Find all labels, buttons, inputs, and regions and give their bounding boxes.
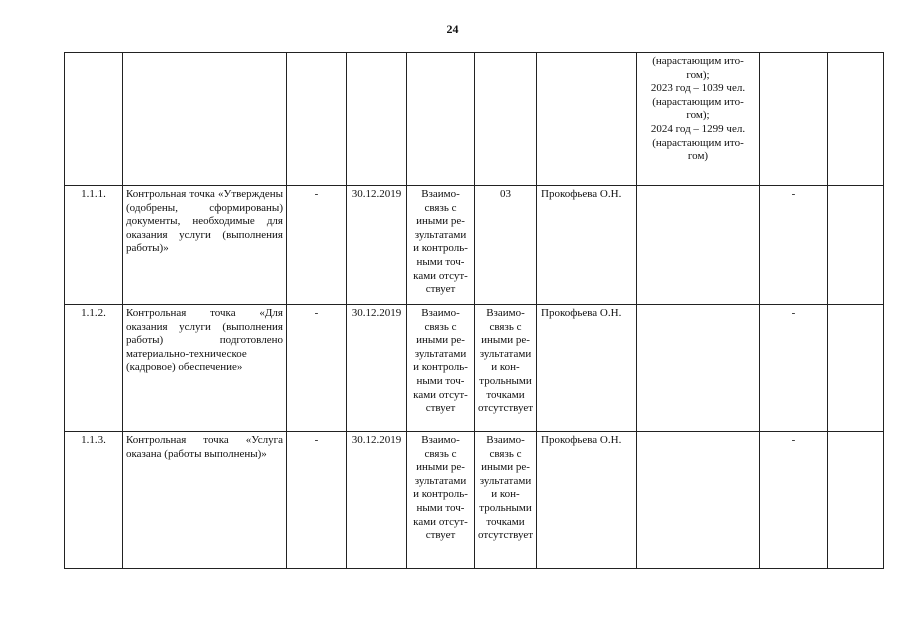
- relation-line: и контроль-: [413, 361, 468, 374]
- control-points-table: [64, 52, 884, 569]
- relation-line: Взаимо-: [421, 188, 460, 200]
- relation-line: отсутствует: [477, 529, 534, 542]
- cell-last: [828, 186, 884, 305]
- cell-dash: -: [760, 305, 828, 432]
- cell-description: Контрольная точка «Для оказания услуги (выполнения работы) подготовлено материально-техническое (кадровое) обеспечение»: [123, 305, 287, 432]
- relation-line: ными точ-: [416, 255, 465, 268]
- cell-date: [347, 53, 407, 186]
- cell-last: [828, 53, 884, 186]
- cell-mark: -: [287, 186, 347, 305]
- relation-line: иными ре-: [416, 334, 465, 347]
- cell-dash: -: [760, 432, 828, 569]
- relation-line: связь с: [424, 320, 457, 333]
- relation-line: трольными: [479, 374, 532, 387]
- relation-line: связь с: [424, 447, 457, 460]
- cell-description: Контрольная точка «Утверждены (одобрены, сформированы) документы, необходимые для оказания услуги (выполнения работы)»: [123, 186, 287, 305]
- cell-number: 1.1.1.: [65, 186, 123, 305]
- note-line: (нарастающим ито-: [652, 95, 744, 108]
- cell-last: [828, 305, 884, 432]
- table-row: [65, 53, 884, 186]
- note-line: гом);: [686, 68, 710, 81]
- relation-line: и кон-: [491, 488, 520, 501]
- relation-line: зультатами: [479, 347, 532, 360]
- relation-line: и контроль-: [413, 488, 468, 501]
- cell-mark: -: [287, 432, 347, 569]
- cell-relation-1: [407, 432, 475, 569]
- cell-relation-2: [475, 186, 537, 305]
- cell-indicator-note: [637, 432, 760, 569]
- relation-line: иными ре-: [416, 215, 465, 228]
- relation-line: и кон-: [491, 361, 520, 374]
- note-line: гом): [687, 150, 709, 163]
- note-line: (нарастающим ито-: [652, 55, 744, 67]
- relation-line: точками: [486, 515, 525, 528]
- cell-mark: -: [287, 305, 347, 432]
- cell-responsible: Прокофьева О.Н.: [537, 305, 637, 432]
- relation-line: ствует: [425, 402, 456, 415]
- page-number: 24: [446, 22, 459, 36]
- cell-mark: [287, 53, 347, 186]
- relation-line: связь с: [489, 320, 522, 333]
- relation-line: отсутствует: [477, 402, 534, 415]
- relation-line: связь с: [424, 201, 457, 214]
- relation-line: зультатами: [414, 474, 467, 487]
- cell-number: 1.1.3.: [65, 432, 123, 569]
- cell-relation-1: [407, 186, 475, 305]
- cell-last: [828, 432, 884, 569]
- cell-date: 30.12.2019: [347, 432, 407, 569]
- note-line: гом);: [686, 109, 710, 122]
- cell-indicator-note: [637, 305, 760, 432]
- relation-line: Взаимо-: [421, 307, 460, 319]
- cell-indicator-note: [637, 186, 760, 305]
- relation-line: зультатами: [414, 347, 467, 360]
- relation-line: зультатами: [479, 474, 532, 487]
- cell-number: 1.1.2.: [65, 305, 123, 432]
- cell-dash: -: [760, 186, 828, 305]
- cell-number: [65, 53, 123, 186]
- note-line: 2023 год – 1039 чел.: [650, 82, 746, 95]
- cell-relation-1: [407, 53, 475, 186]
- cell-date: 30.12.2019: [347, 186, 407, 305]
- cell-relation-2: [475, 432, 537, 569]
- cell-description: Контрольная точка «Услуга оказана (работы выполнены)»: [123, 432, 287, 569]
- cell-dash: [760, 53, 828, 186]
- cell-responsible: Прокофьева О.Н.: [537, 186, 637, 305]
- relation-line: иными ре-: [481, 461, 530, 474]
- table-row: [65, 186, 884, 305]
- cell-relation-1: [407, 305, 475, 432]
- note-line: (нарастающим ито-: [652, 136, 744, 149]
- relation-line: точками: [486, 388, 525, 401]
- relation-line: Взаимо-: [421, 434, 460, 446]
- relation-line: иными ре-: [416, 461, 465, 474]
- cell-description: [123, 53, 287, 186]
- table-row: [65, 432, 884, 569]
- relation-line: иными ре-: [481, 334, 530, 347]
- relation-line: ками отсут-: [413, 388, 468, 401]
- relation-line: трольными: [479, 501, 532, 514]
- note-line: 2024 год – 1299 чел.: [650, 122, 746, 135]
- relation-line: ками отсут-: [413, 269, 468, 282]
- cell-responsible: [537, 53, 637, 186]
- relation-line: Взаимо-: [486, 434, 525, 446]
- relation-line: 03: [500, 188, 511, 200]
- cell-indicator-note: [637, 53, 760, 186]
- relation-line: и контроль-: [413, 242, 468, 255]
- relation-line: ками отсут-: [413, 515, 468, 528]
- relation-line: ными точ-: [416, 501, 465, 514]
- relation-line: ными точ-: [416, 374, 465, 387]
- cell-responsible: Прокофьева О.Н.: [537, 432, 637, 569]
- cell-date: 30.12.2019: [347, 305, 407, 432]
- table-row: [65, 305, 884, 432]
- relation-line: ствует: [425, 283, 456, 296]
- relation-line: зультатами: [414, 228, 467, 241]
- cell-relation-2: [475, 53, 537, 186]
- relation-line: ствует: [425, 529, 456, 542]
- relation-line: связь с: [489, 447, 522, 460]
- cell-relation-2: [475, 305, 537, 432]
- relation-line: Взаимо-: [486, 307, 525, 319]
